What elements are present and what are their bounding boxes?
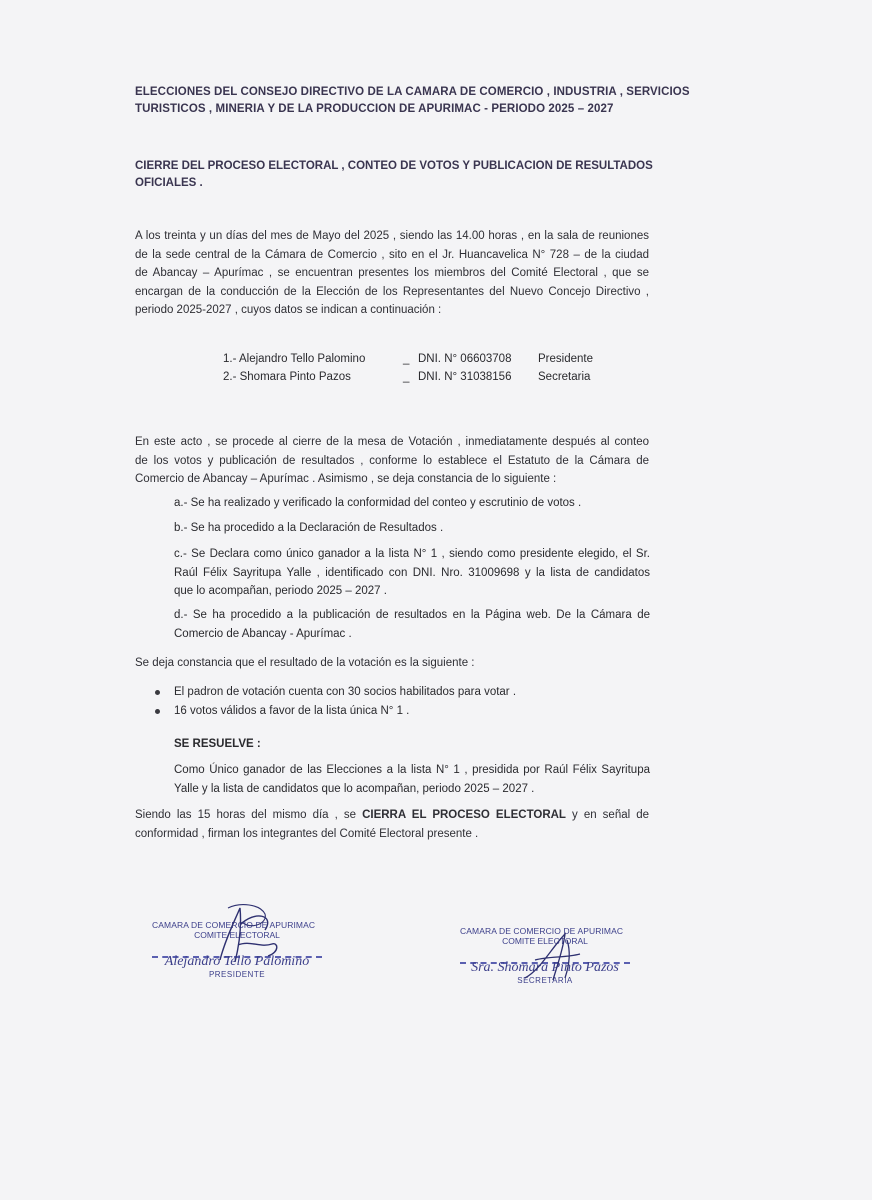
- item-c: c.- Se Declara como único ganador a la lista N° 1 , siendo como presidente elegido, el Sr. Raúl Félix Sayritupa Yalle , identificado con DNI. Nro. 31009698 y la lista de candidatos que lo acompañan, periodo 2025 – 2027 .: [174, 548, 650, 598]
- secretary-signature: [505, 920, 605, 990]
- document-title: ELECCIONES DEL CONSEJO DIRECTIVO DE LA CAMARA DE COMERCIO , INDUSTRIA , SERVICIOS TURISTICOS , MINERIA Y DE LA PRODUCCION DE APURIMAC - PERIODO 2025 – 2027: [135, 86, 690, 115]
- item-d: d.- Se ha procedido a la publicación de resultados en la Página web. De la Cámara de Comercio de Abancay - Apurímac .: [174, 609, 650, 640]
- document-subtitle: CIERRE DEL PROCESO ELECTORAL , CONTEO DE VOTOS Y PUBLICACION DE RESULTADOS OFICIALES .: [135, 160, 653, 189]
- intro-paragraph: A los treinta y un días del mes de Mayo del 2025 , siendo las 14.00 horas , en la sala de reuniones de la sede central de la Cámara de Comercio , sito en el Jr. Huancavelica N° 728 – de la ciudad de Abancay – Apurímac , se encuentran presentes los miembros del Comité Electoral , que se encargan de la conducción de la Elección de los Representantes del Nuevo Concejo Directivo , periodo 2025-2027 , cuyos datos se indican a continuación :: [135, 230, 649, 317]
- bullet-icon: [155, 709, 160, 714]
- bullet-icon: [155, 690, 160, 695]
- act-paragraph: En este acto , se procede al cierre de la mesa de Votación , inmediatamente después al conteo de los votos y publicación de resultados , conforme lo establece el Estatuto de la Cámara de Comercio de Abancay – Apurímac . Asimismo , se deja constancia de lo siguiente :: [135, 436, 649, 486]
- closing-paragraph: Siendo las 15 horas del mismo día , se CIERRA EL PROCESO ELECTORAL y en señal de conformidad , firman los integrantes del Comité Electoral presente .: [135, 809, 650, 840]
- president-signature: [180, 900, 300, 970]
- item-a: a.- Se ha realizado y verificado la conformidad del conteo y escrutinio de votos .: [174, 497, 582, 509]
- resuelve-text: Como Único ganador de las Elecciones a la lista N° 1 , presidida por Raúl Félix Sayritupa Yalle y la lista de candidatos que lo acompañan, periodo 2025 – 2027 .: [174, 764, 650, 795]
- member-row: 2.- Shomara Pinto Pazos _ DNI. N° 31038156 Secretaria: [223, 371, 591, 383]
- resuelve-heading: SE RESUELVE :: [174, 738, 261, 750]
- item-b: b.- Se ha procedido a la Declaración de Resultados .: [174, 522, 444, 534]
- secretary-stamp: CAMARA DE COMERCIO DE APURIMAC COMITE ELECTORAL Sra. Shomara Pinto Pazos SECRETARIA: [460, 926, 630, 985]
- president-stamp: CAMARA DE COMERCIO DE APURIMAC COMITE ELECTORAL Alejandro Tello Palomino PRESIDENTE: [152, 920, 322, 979]
- result-intro: Se deja constancia que el resultado de la votación es la siguiente :: [135, 657, 475, 669]
- member-row: 1.- Alejandro Tello Palomino _ DNI. N° 06603708 Presidente: [223, 353, 593, 365]
- document-page: ELECCIONES DEL CONSEJO DIRECTIVO DE LA CAMARA DE COMERCIO , INDUSTRIA , SERVICIOS TURISTICOS , MINERIA Y DE LA PRODUCCION DE APURIMAC - PERIODO 2025 – 2027 CIERRE DEL PROCESO ELECTORAL , CONTEO DE VOTOS Y PUBLICACION DE RESULTADOS OFICIALES . A los treinta y un días del mes de Mayo del 2025 , siendo las 14.00 horas , en la sala de reuniones de la sede central de la Cámara de Comercio , sito en el Jr. Huancavelica N° 728 – de la ciudad de Abancay – Apurímac , se encuentran presentes los miembros del Comité Electoral , que se encargan de la conducción de la Elección de los Representantes del Nuevo Concejo Directivo , periodo 2025-2027 , cuyos datos se indican a continuación : 1.- Alejandro Tello Palomino _ DNI. N° 06603708 Presidente 2.- Shomara Pinto Pazos _ DNI. N° 31038156 Secretaria En este acto , se procede al cierre de la mesa de Votación , inmediatamente después al conteo de los votos y publicación de resultados , conforme lo establece el Estatuto de la Cámara de Comercio de Abancay – Apurímac . Asimismo , se deja constancia de lo siguiente : a.- Se ha realizado y verificado la conformidad del conteo y escrutinio de votos . b.- Se ha procedido a la Declaración de Resultados . c.- Se Declara como único ganador a la lista N° 1 , siendo como presidente elegido, el Sr. Raúl Félix Sayritupa Yalle , identificado con DNI. Nro. 31009698 y la lista de candidatos que lo acompañan, periodo 2025 – 2027 . d.- Se ha procedido a la publicación de resultados en la Página web. De la Cámara de Comercio de Abancay - Apurímac . Se deja constancia que el resultado de la votación es la siguiente : El padron de votación cuenta con 30 socios habilitados para votar . 16 votos válidos a favor de la lista única N° 1 . SE RESUELVE : Como Único ganador de las Elecciones a la lista N° 1 , presidida por Raúl Félix Sayritupa Yalle y la lista de candidatos que lo acompañan, periodo 2025 – 2027 . Siendo las 15 horas del mismo día , se CIERRA EL PROCESO ELECTORAL y en señal de conformidad , firman los integrantes del Comité Electoral presente . CAMARA DE COMERCIO DE APURIMAC COMITE ELECTORAL Alejandro Tello Palomino PRESIDENTE CAMARA DE COMERCIO DE APURIMAC COMITE ELECTORAL Sra. Shomara Pinto Pazos SECRETARIA: [0, 0, 872, 1200]
- committee-members: [223, 350, 643, 386]
